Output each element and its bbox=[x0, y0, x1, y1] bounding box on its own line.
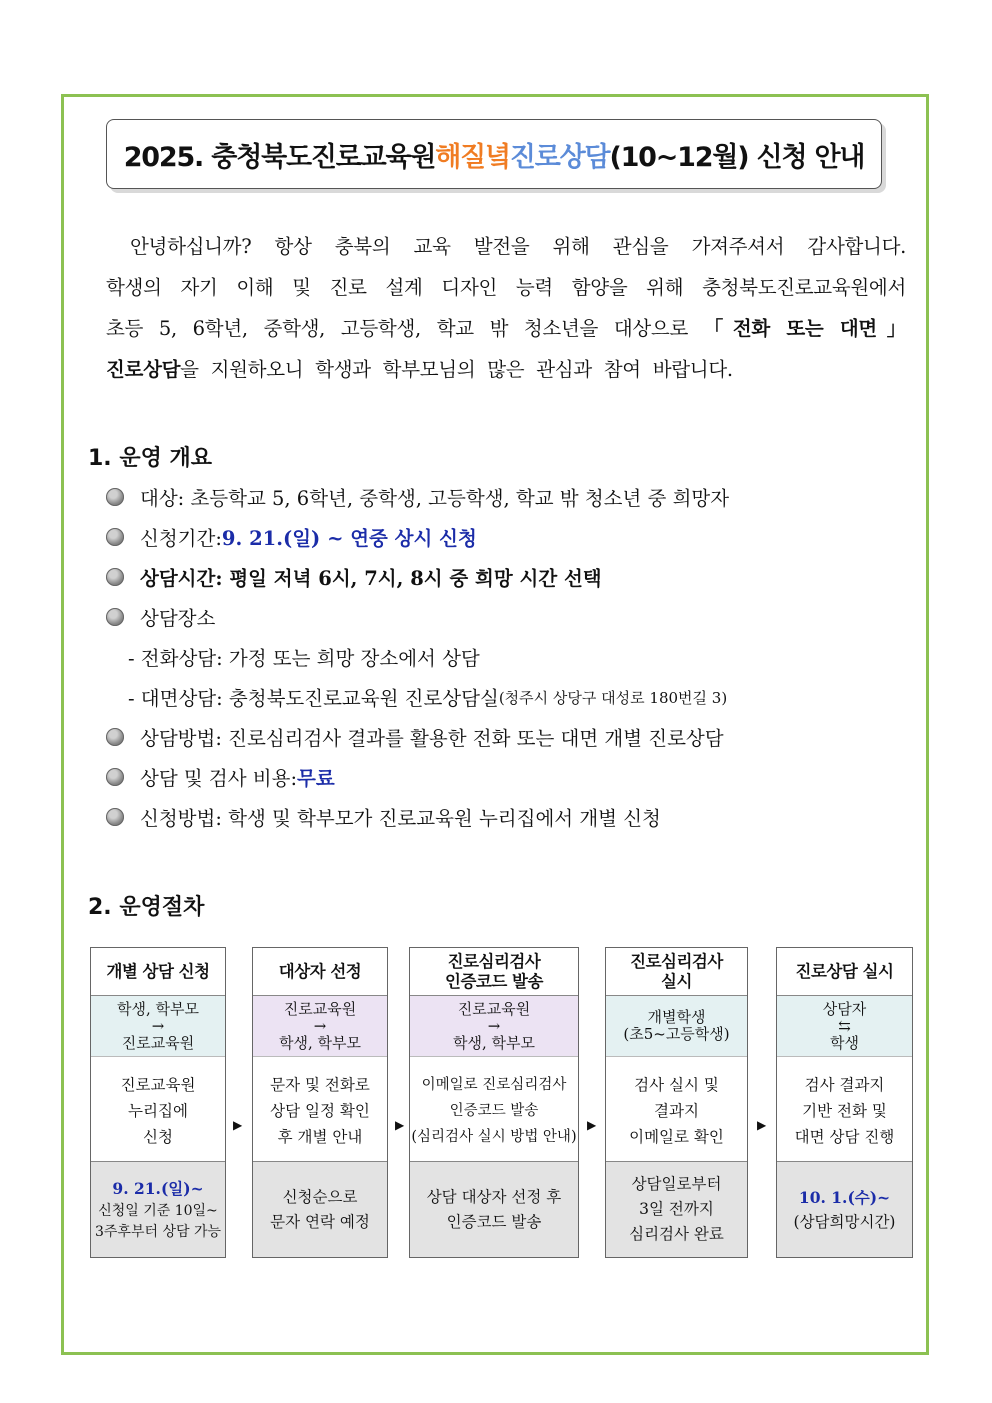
list-item-cost bbox=[106, 757, 926, 797]
step-description: 이메일로 진로심리검사 인증코드 발송 (심리검사 실시 방법 안내) bbox=[411, 1077, 577, 1145]
step-actors: 개별학생 (초5~고등학생) bbox=[606, 996, 747, 1057]
flow-step-test bbox=[605, 947, 748, 1258]
section-1-heading: 1. 운영 개요 bbox=[88, 446, 212, 471]
intro-paragraph bbox=[106, 226, 906, 390]
bullet-icon bbox=[106, 568, 124, 586]
arrow-right-icon: → bbox=[487, 1016, 501, 1035]
cost-label: 상담 및 검사 비용: bbox=[140, 767, 298, 790]
step-title: 진로심리검사 인증코드 발송 bbox=[410, 948, 578, 996]
step-actors: 학생, 학부모 → 진로교육원 bbox=[91, 996, 225, 1057]
bullet-icon bbox=[106, 608, 124, 626]
intro-line-4 bbox=[106, 349, 906, 390]
intro-emphasis: 「전화 또는 대면」 bbox=[703, 317, 906, 340]
step-title: 진로상담 실시 bbox=[777, 948, 912, 996]
flow-step-select bbox=[252, 947, 388, 1258]
flow-arrow-icon: ▶ bbox=[395, 1118, 405, 1132]
swap-arrows-icon: ⇆ bbox=[838, 1016, 851, 1035]
step-description: 검사 실시 및 결과지 이메일로 확인 bbox=[629, 1076, 724, 1146]
title-part-1: 2025. 충청북도진로교육원 bbox=[123, 141, 436, 173]
intro-line-4-text: 을 지원하오니 학생과 학부모님의 많은 관심과 참여 바랍니다. bbox=[180, 358, 733, 381]
bullet-icon bbox=[106, 808, 124, 826]
cost-value: 무료 bbox=[297, 767, 335, 790]
place-label: 상담장소 bbox=[140, 607, 216, 630]
flow-arrow-icon: ▶ bbox=[587, 1118, 597, 1132]
step-title: 대상자 선정 bbox=[253, 948, 387, 996]
flow-step-counsel bbox=[776, 947, 913, 1258]
step-description: 진로교육원 누리집에 신청 bbox=[120, 1076, 196, 1146]
arrow-right-icon: → bbox=[151, 1016, 165, 1035]
flow-arrow-icon: ▶ bbox=[757, 1118, 767, 1132]
step-note: 9. 21.(일)~ 신청일 기준 10일~ 3주후부터 상담 가능 bbox=[91, 1161, 225, 1257]
overview-list bbox=[106, 477, 926, 837]
title-highlight-orange: 해질녘 bbox=[435, 141, 510, 173]
list-item-place bbox=[106, 597, 926, 637]
list-item-target bbox=[106, 477, 926, 517]
target-text: 대상: 초등학교 5, 6학년, 중학생, 고등학생, 학교 밖 청소년 중 희망자 bbox=[140, 487, 730, 510]
intro-line-3 bbox=[106, 308, 906, 349]
step-actors: 진로교육원 → 학생, 학부모 bbox=[410, 996, 578, 1057]
intro-line-3-text: 초등 5, 6학년, 중학생, 고등학생, 학교 밖 청소년을 대상으로 bbox=[106, 317, 688, 340]
step-title: 개별 상담 신청 bbox=[91, 948, 225, 996]
flow-step-apply bbox=[90, 947, 226, 1258]
bullet-icon bbox=[106, 768, 124, 786]
bullet-icon bbox=[106, 528, 124, 546]
place-visit-text: - 대면상담: 충청북도진로교육원 진로상담실 bbox=[128, 687, 499, 710]
step-description: 문자 및 전화로 상담 일정 확인 후 개별 안내 bbox=[270, 1076, 370, 1146]
time-text: 상담시간: 평일 저녁 6시, 7시, 8시 중 희망 시간 선택 bbox=[140, 567, 602, 590]
step-note: 상담 대상자 선정 후 인증코드 발송 bbox=[410, 1161, 578, 1257]
place-visit-address: (청주시 상당구 대성로 180번길 3) bbox=[498, 688, 728, 707]
step-note: 상담일로부터 3일 전까지 심리검사 완료 bbox=[606, 1161, 747, 1257]
step-actors: 상담자 ⇆ 학생 bbox=[777, 996, 912, 1057]
title-part-5: (10~12월) 신청 안내 bbox=[609, 141, 865, 173]
list-subitem-visit bbox=[106, 677, 926, 717]
page-title bbox=[106, 119, 882, 189]
period-value: 9. 21.(일) ~ 연중 상시 신청 bbox=[221, 527, 477, 550]
bullet-icon bbox=[106, 728, 124, 746]
step-note: 신청순으로 문자 연락 예정 bbox=[253, 1161, 387, 1257]
title-highlight-blue: 진로상담 bbox=[509, 141, 610, 173]
step-note: 10. 1.(수)~ (상담희망시간) bbox=[777, 1161, 912, 1257]
intro-keyword: 진로상담 bbox=[106, 358, 181, 381]
flow-step-code bbox=[409, 947, 579, 1258]
list-item-time bbox=[106, 557, 926, 597]
method-text: 상담방법: 진로심리검사 결과를 활용한 전화 또는 대면 개별 진로상담 bbox=[140, 727, 724, 750]
step-description: 검사 결과지 기반 전화 및 대면 상담 진행 bbox=[794, 1076, 895, 1146]
flow-arrow-icon: ▶ bbox=[233, 1118, 243, 1132]
list-item-period bbox=[106, 517, 926, 557]
step-actors: 진로교육원 → 학생, 학부모 bbox=[253, 996, 387, 1057]
intro-line-1: 안녕하십니까? 항상 충북의 교육 발전을 위해 관심을 가져주셔서 감사합니다. bbox=[130, 235, 906, 258]
intro-line-2: 학생의 자기 이해 및 진로 설계 디자인 능력 함양을 위해 충청북도진로교육원에서 bbox=[106, 276, 906, 299]
period-label: 신청기간: bbox=[140, 527, 222, 550]
section-2-heading: 2. 운영절차 bbox=[88, 895, 205, 920]
arrow-right-icon: → bbox=[313, 1016, 327, 1035]
list-item-apply bbox=[106, 797, 926, 837]
apply-text: 신청방법: 학생 및 학부모가 진로교육원 누리집에서 개별 신청 bbox=[140, 807, 661, 830]
list-item-method bbox=[106, 717, 926, 757]
step-title: 진로심리검사 실시 bbox=[606, 948, 747, 996]
place-phone-text: - 전화상담: 가정 또는 희망 장소에서 상담 bbox=[128, 647, 480, 670]
list-subitem-phone bbox=[106, 637, 926, 677]
bullet-icon bbox=[106, 488, 124, 506]
